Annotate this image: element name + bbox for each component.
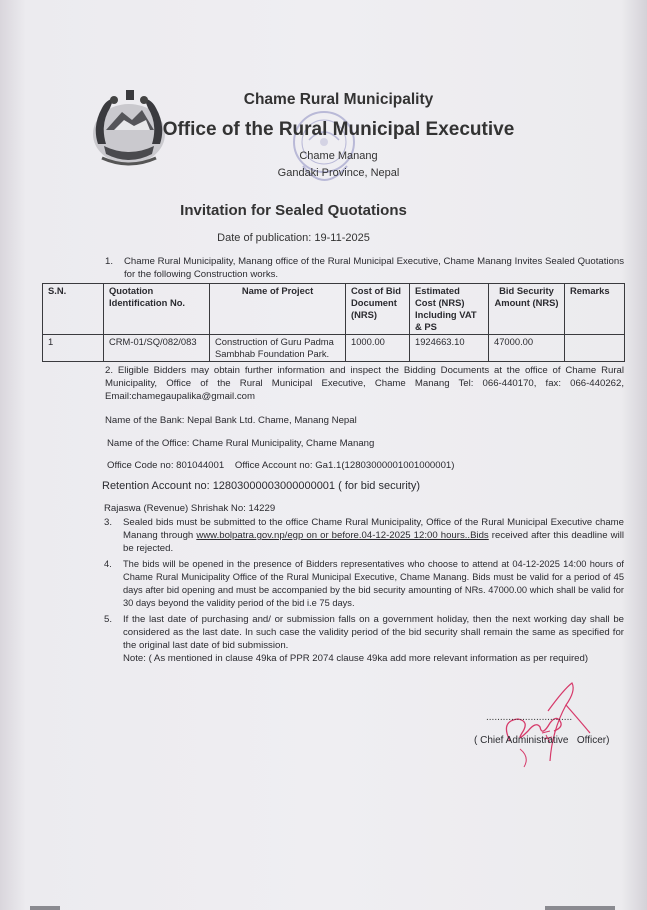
- signature-line: ...............................: [486, 712, 573, 723]
- signatory-role: ( Chief Administrative Officer): [474, 735, 610, 746]
- signature-block: [42, 683, 624, 763]
- item-2: [105, 364, 624, 403]
- note: Note: ( As mentioned in clause 49ka of PPR 2074 clause 49ka add more relevant information as per required): [123, 653, 589, 664]
- item-3: [104, 516, 624, 555]
- col-bid-security: Bid Security Amount (NRS): [489, 284, 565, 335]
- item-3-text: [123, 516, 624, 555]
- item-text: Eligible Bidders may obtain further information and inspect the Bidding Documents at the office of Chame Rural Municipality, Office of the Rural Municipal Executive, Chame Manang Tel: 066-440170, fax: 066-440262, Email:chamegaupalika@gmail.com: [105, 365, 624, 402]
- municipality-name: Chame Rural Municipality: [243, 91, 434, 108]
- col-sn: S.N.: [43, 284, 104, 335]
- cell-project-name: Construction of Guru Padma Sambhab Foundation Park.: [210, 335, 346, 362]
- cell-bid-security: 47000.00: [489, 335, 565, 362]
- office-code: Office Code no: 801044001: [107, 460, 225, 471]
- cell-sn: 1: [43, 335, 104, 362]
- col-project-name: Name of Project: [210, 284, 346, 335]
- office-account: Office Account no: Ga1.1(12803000001001000001): [234, 460, 455, 471]
- item-number: 5.: [104, 614, 113, 625]
- item-text-after: received after this deadline will be rejected.: [123, 530, 624, 554]
- notice-heading: [0, 202, 617, 245]
- item-text-before: Sealed bids must be submitted to the office Chame Rural Municipality, Office of the Rural Municipal Executive chame Manang through: [123, 517, 624, 541]
- item-number: 2.: [105, 365, 114, 376]
- bank-name: Name of the Bank: Nepal Bank Ltd. Chame, Manang Nepal: [105, 415, 357, 426]
- retention-account: Retention Account no: 12803000003000000001 ( for bid security): [102, 480, 421, 492]
- item-text: The bids will be opened in the presence of Bidders representatives who choose to attend at 04-12-2025 14:00 hours of Chame Rural Municipality Office of the Rural Municipal Executive, Chame Manang. Bids must be valid for a period of 45 days after bid opening and must be accompanied by the bid security amounting of NRs. 47000.00 which shall be valid for 30 days beyond the validity period of the bid i.e 75 days.: [123, 559, 624, 608]
- col-remarks: Remarks: [565, 284, 625, 335]
- location: Chame Manang: [299, 150, 378, 162]
- publication-date: Date of publication: 19-11-2025: [217, 232, 370, 244]
- item-number: 4.: [104, 559, 112, 569]
- page-edge: [0, 902, 647, 910]
- item-1: [105, 255, 624, 281]
- table-header-row: [43, 284, 625, 335]
- revenue-number: Rajaswa (Revenue) Shrishak No: 14229: [104, 503, 276, 514]
- item-number: 3.: [104, 517, 113, 528]
- office-codes: [107, 459, 624, 472]
- item-5: [104, 613, 624, 652]
- item-text: If the last date of purchasing and/ or submission falls on a government holiday, then the next working day shall be considered as the last date. In such case the validity period of the bid security shall remain the same as specified for the original last date of bid submission.: [123, 614, 624, 651]
- item-text: Chame Rural Municipality, Manang office of the Rural Municipal Executive, Chame Manang Invites Sealed Quotations for the following Construction works.: [124, 256, 624, 280]
- bolpatra-link[interactable]: www.bolpatra.gov.np/egp on or before.04-12-2025 12:00 hours..Bids: [196, 530, 489, 541]
- item-4: [104, 558, 624, 610]
- cell-remarks: [565, 335, 625, 362]
- table-row: [43, 335, 625, 362]
- province: Gandaki Province, Nepal: [277, 167, 400, 179]
- cell-cost-bid-doc: 1000.00: [346, 335, 410, 362]
- quotation-table: [42, 283, 625, 362]
- col-cost-bid-doc: Cost of Bid Document (NRS): [346, 284, 410, 335]
- col-quotation-id: Quotation Identification No.: [104, 284, 210, 335]
- notice-title: Invitation for Sealed Quotations: [180, 202, 407, 219]
- cell-quotation-id: CRM-01/SQ/082/083: [104, 335, 210, 362]
- notice-body: [42, 255, 624, 763]
- col-estimated-cost: Estimated Cost (NRS) Including VAT & PS: [410, 284, 489, 335]
- cell-estimated-cost: 1924663.10: [410, 335, 489, 362]
- item-number: 1.: [105, 256, 114, 267]
- office-name-line: Name of the Office: Chame Rural Municipality, Chame Manang: [107, 438, 375, 449]
- letterhead: [30, 90, 647, 180]
- office-name: Office of the Rural Municipal Executive: [162, 119, 515, 140]
